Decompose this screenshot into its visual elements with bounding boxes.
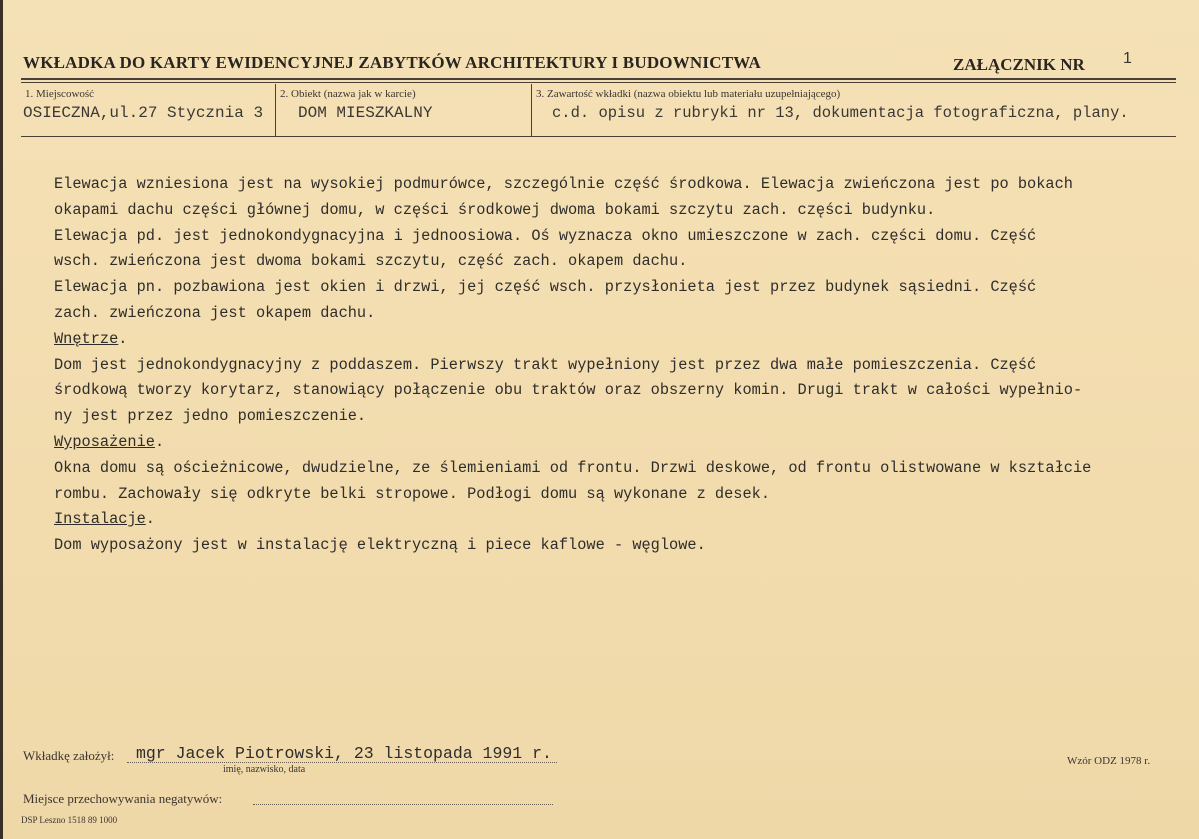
field-object [275, 84, 530, 136]
annex-label: ZAŁĄCZNIK NR [953, 55, 1085, 74]
field-object-label: 2. Obiekt (nazwa jak w karcie) [280, 88, 416, 100]
fields-rule [21, 136, 1176, 137]
header-rule-thin [21, 82, 1176, 83]
body-line: wsch. zwieńczona jest dwoma bokami szczytu, część zach. okapem dachu. [54, 252, 688, 271]
storage-label: Miejsce przechowywania negatywów: [23, 791, 223, 806]
heading-installation: Instalacje [54, 510, 146, 529]
author-value: mgr Jacek Piotrowski, 23 listopada 1991 r. [136, 744, 552, 763]
storage-dotted-line [253, 804, 553, 805]
body-line: Dom wyposażony jest w instalację elektryczną i piece kaflowe - węglowe. [54, 536, 706, 555]
description-body: Elewacja wzniesiona jest na wysokiej podmurówce, szczególnie część środkowa. Elewacja zwieńczona jest po bokach okapami dachu części głównej domu, w części środkowej dwoma bokami szczytu zach. części budynku. Elewacja pd. jest jednokondygnacyjna i jednoosiowa. Oś wyznacza okno umieszczone w zach. części domu. Część wsch. zwieńczona jest dwoma bokami szczytu, część zach. okapem dachu. Elewacja pn. pozbawiona jest okien i drzwi, jej część wsch. przysłonieta jest przez budynek sąsiedni. Część zach. zwieńczona jest okapem dachu. Wnętrze. Dom jest jednokondygnacyjny z poddaszem. Pierwszy trakt wypełniony jest przez dwa małe pomieszczenia. Część środkową tworzy korytarz, stanowiący połączenie obu traktów oraz obszerny komin. Drugi trakt w całości wypełnio- ny jest przez jedno pomieszczenie. Wyposażenie. Okna domu są ościeżnicowe, dwudzielne, ze ślemieniami od frontu. Drzwi deskowe, od frontu olistwowane w kształcie rombu. Zachowały się odkryte belki stropowe. Podłogi domu są wykonane z desek. Instalacje. Dom wyposażony jest w instalację elektryczną i piece kaflowe - węglowe. [54, 175, 1092, 555]
body-line: okapami dachu części głównej domu, w części środkowej dwoma bokami szczytu zach. części budynku. [54, 200, 936, 219]
author-caption: imię, nazwisko, data [223, 764, 306, 775]
field-object-value: DOM MIESZKALNY [298, 104, 433, 122]
field-contents [531, 84, 1182, 136]
field-contents-value: c.d. opisu z rubryki nr 13, dokumentacja fotograficzna, plany. [552, 104, 1129, 122]
body-line: zach. zwieńczona jest okapem dachu. [54, 303, 376, 322]
printer-imprint: DSP Leszno 1518 89 1000 [21, 815, 118, 825]
field-contents-label: 3. Zawartość wkładki (nazwa obiektu lub materiału uzupełniającego) [536, 88, 841, 100]
heading-equipment: Wyposażenie [54, 432, 155, 451]
body-line: środkową tworzy korytarz, stanowiący połączenie obu traktów oraz obszerny komin. Drugi trakt w całości wypełnio- [54, 381, 1083, 400]
heading-interior: Wnętrze [54, 329, 119, 348]
field-location [21, 84, 273, 136]
annex-number: 1 [1123, 50, 1132, 67]
author-dotted-line [127, 762, 557, 763]
body-line: rombu. Zachowały się odkryte belki stropowe. Podłogi domu są wykonane z desek. [54, 484, 771, 503]
body-line: Elewacja pn. pozbawiona jest okien i drzwi, jej część wsch. przysłonieta jest przez budynek sąsiedni. Część [54, 278, 1037, 297]
field-location-label: 1. Miejscowość [25, 88, 95, 100]
header-rule [21, 78, 1176, 80]
founded-label: Wkładkę założył: [23, 748, 115, 763]
body-line: Dom jest jednokondygnacyjny z poddaszem. Pierwszy trakt wypełniony jest przez dwa małe pomieszczenia. Część [54, 355, 1037, 374]
body-line: ny jest przez jedno pomieszczenie. [54, 407, 367, 426]
body-line: Elewacja wzniesiona jest na wysokiej podmurówce, szczególnie część środkowa. Elewacja zwieńczona jest po bokach [54, 175, 1073, 193]
body-line: Okna domu są ościeżnicowe, dwudzielne, ze ślemieniami od frontu. Drzwi deskowe, od frontu olistwowane w kształcie [54, 458, 1092, 477]
form-pattern: Wzór ODZ 1978 r. [1067, 755, 1151, 767]
field-location-value: OSIECZNA,ul.27 Stycznia 3 [23, 104, 264, 122]
body-line: Elewacja pd. jest jednokondygnacyjna i jednoosiowa. Oś wyznacza okno umieszczone w zach. części domu. Część [54, 226, 1037, 245]
form-title: WKŁADKA DO KARTY EWIDENCYJNEJ ZABYTKÓW ARCHITEKTURY I BUDOWNICTWA [23, 53, 762, 72]
